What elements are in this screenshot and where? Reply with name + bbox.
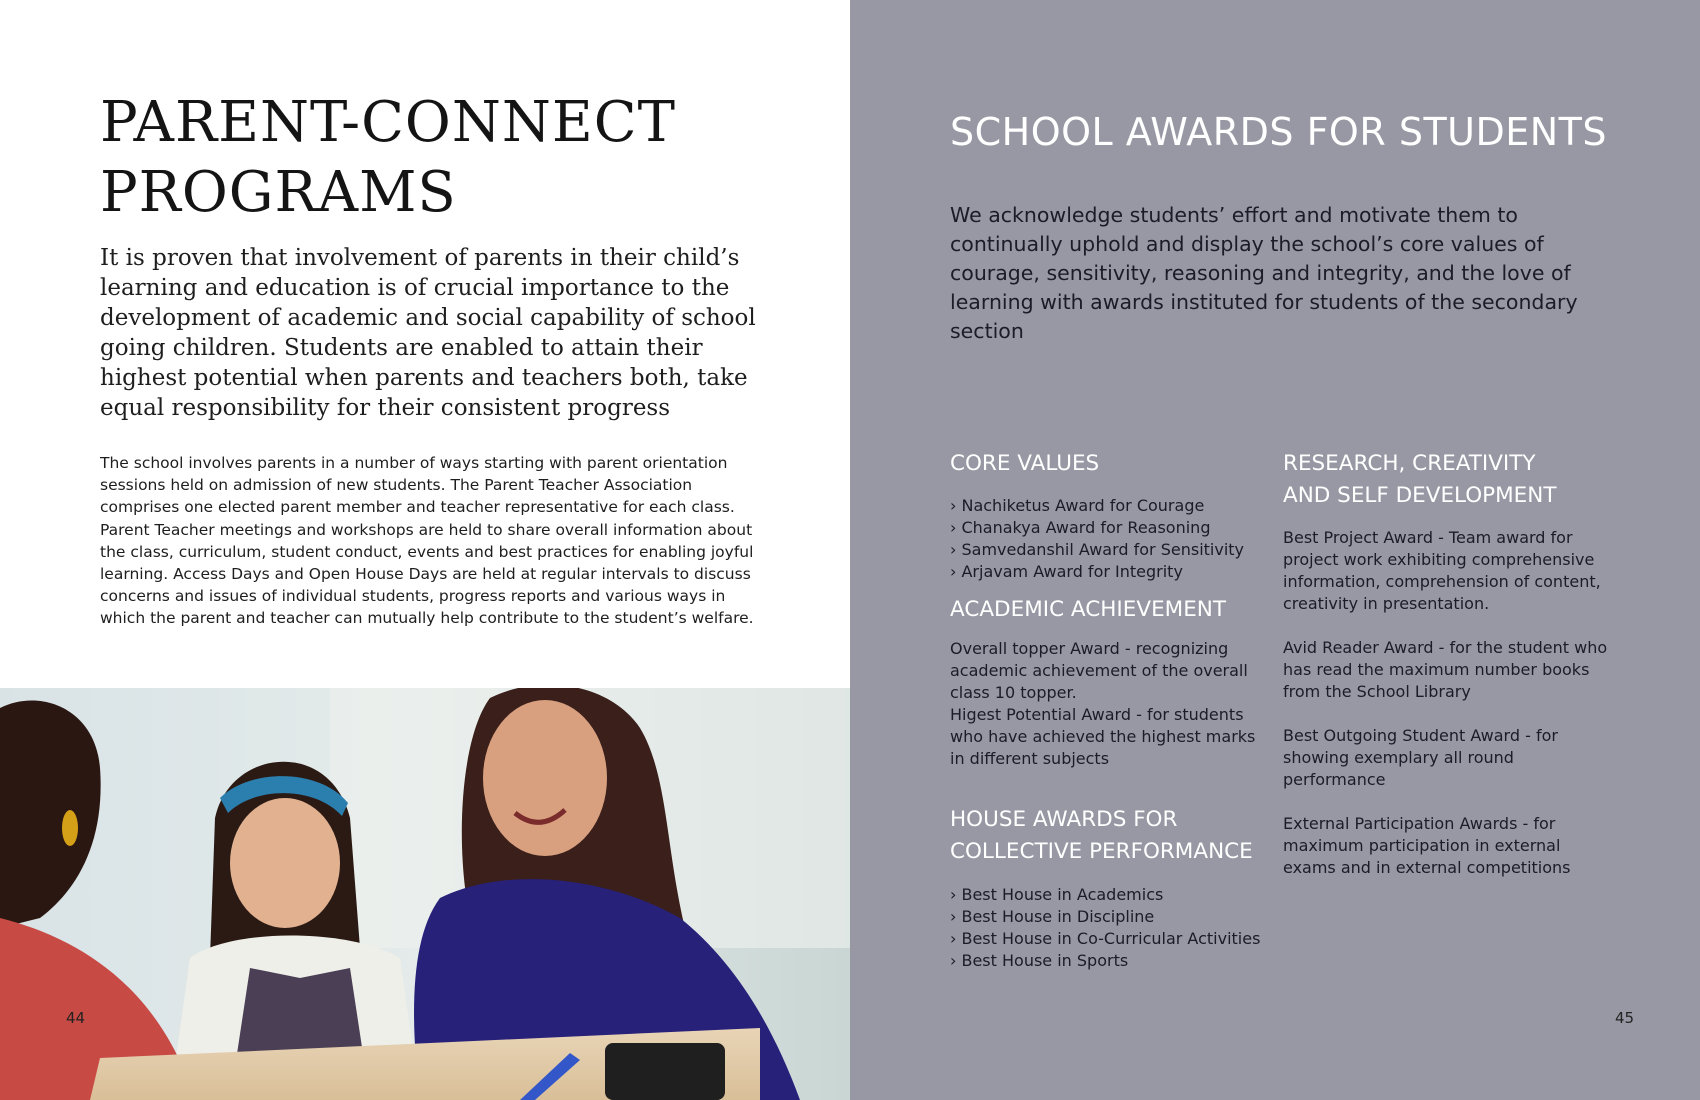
awards-column-right (1283, 448, 1608, 879)
list-item: › Chanakya Award for Reasoning (950, 518, 1211, 537)
page-title (100, 88, 676, 228)
right-page (850, 0, 1700, 1100)
research-heading (1283, 448, 1608, 512)
awards-lead: We acknowledge students’ effort and motivate them to continually uphold and display the school’s core values of courage, sensitivity, reasoning and integrity, and the love of learning with awards instituted for students of the secondary section (950, 203, 1578, 343)
list-item: Avid Reader Award - for the student who has read the maximum number books from the School Library (1283, 638, 1608, 701)
house-awards-list (950, 884, 1275, 972)
list-item: Best Outgoing Student Award - for showing exemplary all round performance (1283, 726, 1558, 789)
heading-line: AND SELF DEVELOPMENT (1283, 483, 1557, 508)
list-item: Overall topper Award - recognizing academic achievement of the overall class 10 topper. (950, 639, 1248, 702)
lead-paragraph: It is proven that involvement of parents in their child’s learning and education is of crucial importance to the development of academic and social capability of school going children. Students are enabled to attain their highest potential when parents and teachers both, take equal responsibility for their consistent progress (100, 245, 756, 421)
photo-parent-teacher-student (0, 688, 850, 1100)
list-item: External Participation Awards - for maximum participation in external exams and in external competitions (1283, 814, 1571, 877)
heading-line: COLLECTIVE PERFORMANCE (950, 839, 1253, 864)
house-awards-heading (950, 804, 1275, 868)
earring (62, 810, 78, 846)
body-paragraph: The school involves parents in a number of ways starting with parent orientation sessions held on admission of new students. The Parent Teacher Association comprises one elected parent member and teacher representative for each class. Parent Teacher meetings and workshops are held to share overall information about the class, curriculum, student conduct, events and best practices for enabling joyful learning. Access Days and Open House Days are held at regular intervals to discuss concerns and issues of individual students, progress reports and various ways in which the parent and teacher can mutually help contribute to the student’s welfare. (100, 454, 754, 628)
awards-title: SCHOOL AWARDS FOR STUDENTS (950, 110, 1607, 154)
research-list (1283, 527, 1608, 879)
core-values-heading: CORE VALUES (950, 451, 1100, 476)
wallet (605, 1043, 725, 1100)
list-item: › Best House in Sports (950, 951, 1129, 970)
girl-face (230, 798, 340, 928)
heading-line: RESEARCH, CREATIVITY (1283, 451, 1536, 476)
academic-heading: ACADEMIC ACHIEVEMENT (950, 597, 1227, 622)
academic-list (950, 638, 1275, 770)
list-item: › Best House in Co-Curricular Activities (950, 929, 1261, 948)
list-item: › Samvedanshil Award for Sensitivity (950, 540, 1245, 559)
core-values-list (950, 495, 1275, 583)
title-line-1: PARENT-CONNECT (100, 90, 676, 155)
list-item: › Nachiketus Award for Courage (950, 496, 1205, 515)
page-number-left: 44 (66, 1009, 86, 1027)
teacher-face (483, 700, 607, 856)
list-item: › Arjavam Award for Integrity (950, 562, 1183, 581)
list-item: Higest Potential Award - for students who have achieved the highest marks in different subjects (950, 705, 1256, 768)
heading-line: HOUSE AWARDS FOR (950, 807, 1178, 832)
list-item: Best Project Award - Team award for project work exhibiting comprehensive information, comprehension of content, creativity in presentation. (1283, 528, 1601, 613)
awards-column-left (950, 448, 1275, 972)
list-item: › Best House in Academics (950, 885, 1164, 904)
list-item: › Best House in Discipline (950, 907, 1155, 926)
page-number-right: 45 (1615, 1009, 1635, 1027)
title-line-2: PROGRAMS (100, 160, 457, 225)
